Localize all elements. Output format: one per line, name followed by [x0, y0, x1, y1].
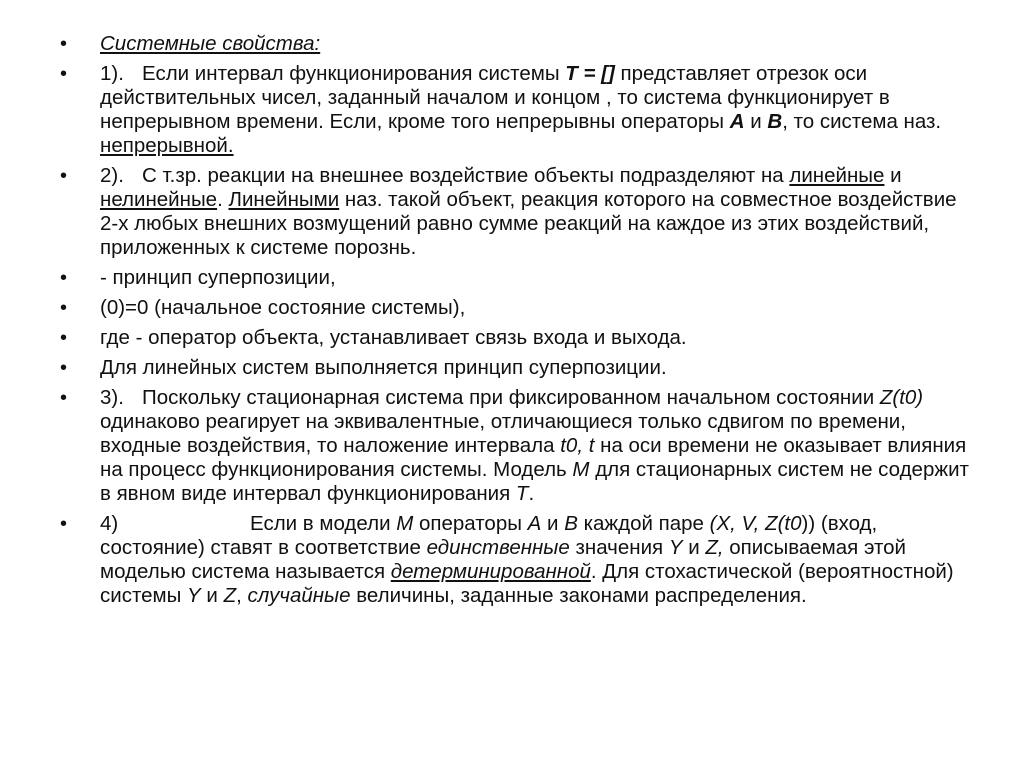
text: одинаково реагирует на эквивалентные, отличающиеся только сдвигом по времени, входные воздействия, то наложение интервала: [100, 410, 906, 457]
interval-symbol: t0, t: [560, 434, 595, 457]
list-item-superposition: [60, 266, 980, 290]
bullet-icon: •: [60, 63, 68, 85]
heading-text: Системные свойства:: [100, 32, 321, 55]
term-continuous: непрерывной.: [100, 134, 234, 157]
text: и: [200, 584, 224, 607]
text: , то система наз.: [782, 110, 942, 133]
text: и: [682, 536, 706, 559]
term-nonlinear: нелинейные: [100, 188, 218, 211]
text: Поскольку стационарная система при фиксированном начальном состоянии: [142, 386, 880, 409]
bullet-icon: •: [60, 297, 68, 319]
tuple-symbol: (X, V, Z(t0: [709, 512, 802, 535]
bullet-list: [60, 32, 980, 614]
item-number: 3).: [100, 386, 124, 409]
operator-b: B: [767, 110, 783, 133]
bullet-icon: •: [60, 387, 68, 409]
term-linear-def: Линейными: [228, 188, 340, 211]
text: величины, заданные законами распределения.: [350, 584, 807, 607]
text: . Для стохастической (вероятностной) системы: [100, 560, 954, 607]
output-symbol: Y: [187, 584, 201, 607]
term-linear: линейные: [789, 164, 885, 187]
text: операторы: [413, 512, 528, 535]
text: Если в модели: [250, 512, 397, 535]
text: ,: [236, 584, 248, 607]
text: )): [801, 512, 816, 535]
bullet-icon: •: [60, 267, 68, 289]
text: каждой паре: [577, 512, 710, 535]
term-unique: единственные: [426, 536, 570, 559]
text: .: [217, 188, 229, 211]
list-item-deterministic: [60, 512, 980, 608]
text: и: [541, 512, 565, 535]
operator-a: A: [527, 512, 542, 535]
text: на оси времени не оказывает влияния на процесс функционирования системы. Модель: [100, 434, 967, 481]
item-number: 4): [100, 512, 119, 535]
output-symbol: Y: [668, 536, 683, 559]
text: - принцип суперпозиции,: [100, 266, 336, 289]
text: (0)=0 (начальное состояние системы),: [100, 296, 466, 319]
text: представляет отрезок оси действительных чисел, заданный началом и концом , то система функционирует в непрерывном времени. Если, кроме того непрерывны операторы: [100, 62, 890, 133]
state-symbol: Z: [223, 584, 237, 607]
bullet-icon: •: [60, 327, 68, 349]
list-item-linear: [60, 164, 980, 260]
model-symbol: M: [396, 512, 414, 535]
list-item-continuous: [60, 62, 980, 158]
text: .: [528, 482, 535, 505]
bullet-icon: •: [60, 33, 68, 55]
operator-a: A: [729, 110, 745, 133]
term-random: случайные: [247, 584, 351, 607]
state-symbol: Z(t0): [879, 386, 924, 409]
text: и: [744, 110, 768, 133]
bullet-icon: •: [60, 357, 68, 379]
text: Для линейных систем выполняется принцип суперпозиции.: [100, 356, 667, 379]
text: значения: [569, 536, 669, 559]
operator-b: B: [564, 512, 578, 535]
text: Если интервал функционирования системы: [142, 62, 566, 85]
state-symbol: Z,: [705, 536, 724, 559]
text: для стационарных систем не содержит в явном виде интервал функционирования: [100, 458, 969, 505]
text: и: [884, 164, 902, 187]
model-symbol: M: [572, 458, 590, 481]
text: (вход, состояние) ставят в соответствие: [100, 512, 878, 559]
interval-t-symbol: T: [515, 482, 529, 505]
item-number: 1).: [100, 62, 124, 85]
text: описываемая этой моделью система называется: [100, 536, 906, 583]
term-deterministic: детерминированной: [390, 560, 591, 583]
item-number: 2).: [100, 164, 124, 187]
bullet-icon: •: [60, 513, 68, 535]
interval-symbol: T = []: [565, 62, 615, 85]
list-item-stationary: [60, 386, 980, 506]
text: наз. такой объект, реакция которого на совместное воздействие 2-х любых внешних возмущений равно сумме реакций на каждое из этих воздействий, приложенных к системе порознь.: [100, 188, 957, 259]
list-item-heading: [60, 32, 980, 56]
bullet-icon: •: [60, 165, 68, 187]
text: С т.зр. реакции на внешнее воздействие объекты подразделяют на: [142, 164, 790, 187]
text: где - оператор объекта, устанавливает связь входа и выхода.: [100, 326, 687, 349]
list-item-initial-state: [60, 296, 980, 320]
list-item-linear-systems: [60, 356, 980, 380]
list-item-operator: [60, 326, 980, 350]
